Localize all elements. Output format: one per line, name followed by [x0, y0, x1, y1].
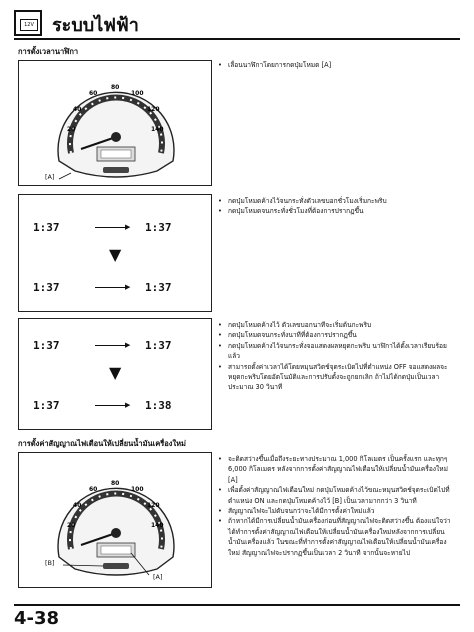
clock-display-blinking: 1:37: [33, 281, 60, 294]
arrow-down-icon: ▼: [109, 245, 122, 264]
page-header: [14, 8, 460, 36]
arrow-head-icon: ▶: [125, 341, 131, 349]
instruction-item: • ถ้าหากได้มีการเปลี่ยนน้ำมันเครื่องก่อนที่สัญญาณไฟจะติดสว่างขึ้น ต้องแน่ใจว่าได้ทำการตั้งค่าสัญญาณไฟเตือนให้เปลี่ยนน้ำมันเครื่องใหม่หลังจากการเปลี่ยนน้ำมันเครื่องแล้ว ในขณะที่ทำการตั้งค่าสัญญาณไฟเตือนให้เปลี่ยนน้ำมันเครื่องใหม่ สัญญาณไฟจะปรากฏขึ้นเป็นเวลา 2 วินาที จากนั้นจะหายไป: [218, 516, 458, 558]
svg-text:80: 80: [111, 480, 120, 487]
header-rule: [14, 38, 460, 40]
callout-b: [B]: [45, 559, 55, 567]
section-title-oil-indicator: การตั้งค่าสัญญาณไฟเตือนให้เปลี่ยนน้ำมันเครื่องใหม่: [18, 439, 186, 448]
svg-text:100: 100: [131, 486, 144, 493]
svg-text:20: 20: [67, 126, 76, 133]
svg-text:60: 60: [89, 486, 98, 493]
speedometer-illustration: [19, 453, 213, 589]
speedometer-illustration: [19, 61, 213, 187]
instruction-item: • เพื่อตั้งค่าสัญญาณไฟเตือนใหม่ กดปุ่มโหมดค้างไว้ขณะหมุนสวิตช์จุดระเบิดไปที่ตำแหน่ง ON และกดปุ่มโหมดค้างไว้ [B] เป็นเวลามากกว่า 3 วินาที: [218, 485, 458, 506]
page-number: 4-38: [14, 608, 60, 629]
panel2-instructions: [218, 196, 458, 217]
instruction-item: • เลื่อนนาฬิกาโดยการกดปุ่มโหมด [A]: [218, 60, 458, 70]
hour-setting-figure: [18, 194, 212, 312]
arrow-right-icon: [95, 345, 127, 346]
panel4-instructions: [218, 454, 458, 558]
svg-text:120: 120: [147, 106, 160, 113]
clock-display: 1:37: [145, 339, 172, 352]
page-title: ระบบไฟฟ้า: [52, 15, 139, 36]
callout-a: [A]: [153, 573, 163, 581]
svg-text:140: 140: [151, 126, 164, 133]
speedometer-figure-2: [18, 452, 212, 588]
svg-text:60: 60: [89, 90, 98, 97]
arrow-head-icon: ▶: [125, 283, 131, 291]
clock-display-blinking: 1:37: [33, 339, 60, 352]
section-title-clock: การตั้งเวลานาฬิกา: [18, 47, 79, 56]
svg-text:40: 40: [73, 106, 82, 113]
instruction-item: • สามารถตั้งค่าเวลาได้โดยหมุนสวิตช์จุดระเบิดไปที่ตำแหน่ง OFF จอแสดงผลจะหยุดกะพริบโดยอัตโนมัติและการปรับตั้งจะถูกยกเลิก ถ้าไม่ได้กดปุ่มเป็นเวลาประมาณ 30 วินาที: [218, 362, 458, 393]
instruction-item: • สัญญาณไฟจะไม่ดับจนกว่าจะได้มีการตั้งค่าใหม่แล้ว: [218, 506, 458, 516]
battery-icon: 12V: [14, 10, 42, 36]
callout-a: [A]: [45, 173, 55, 181]
arrow-head-icon: ▶: [125, 223, 131, 231]
footer-rule: [14, 604, 460, 606]
arrow-right-icon: [95, 405, 127, 406]
arrow-right-icon: [95, 227, 127, 228]
minute-setting-figure: [18, 318, 212, 430]
svg-text:120: 120: [147, 502, 160, 509]
instruction-item: • จะติดสว่างขึ้นเมื่อถึงระยะทางประมาณ 1,000 กิโลเมตร เป็นครั้งแรก และทุกๆ 6,000 กิโลเมตร หลังจากการตั้งค่าสัญญาณไฟเตือนให้เปลี่ยนน้ำมันเครื่องใหม่ [A]: [218, 454, 458, 485]
svg-text:100: 100: [131, 90, 144, 97]
clock-display: 1:38: [145, 399, 172, 412]
arrow-head-icon: ▶: [125, 401, 131, 409]
speedometer-figure-1: [18, 60, 212, 186]
svg-text:40: 40: [73, 502, 82, 509]
panel1-instructions: [218, 60, 458, 70]
instruction-item: • กดปุ่มโหมดจนกระทั่งชั่วโมงที่ต้องการปรากฏขึ้น: [218, 206, 458, 216]
clock-display-blinking: 1:37: [33, 399, 60, 412]
svg-text:80: 80: [111, 84, 120, 91]
instruction-item: • กดปุ่มโหมดค้างไว้จนกระทั่งตัวเลขบอกชั่วโมงเริ่มกะพริบ: [218, 196, 458, 206]
svg-text:140: 140: [151, 522, 164, 529]
svg-text:20: 20: [67, 522, 76, 529]
clock-display-blinking: 1:37: [145, 281, 172, 294]
instruction-item: • กดปุ่มโหมดค้างไว้ ตัวเลขบอกนาทีจะเริ่มต้นกะพริบ: [218, 320, 458, 330]
arrow-right-icon: [95, 287, 127, 288]
instruction-item: • กดปุ่มโหมดค้างไว้จนกระทั่งจอแสดงผลหยุดกะพริบ นาฬิกาได้ตั้งเวลาเรียบร้อยแล้ว: [218, 341, 458, 362]
instruction-item: • กดปุ่มโหมดจนกระทั่งนาทีที่ต้องการปรากฏขึ้น: [218, 330, 458, 340]
clock-display-blinking: 1:37: [145, 221, 172, 234]
panel3-instructions: [218, 320, 458, 393]
clock-display: 1:37: [33, 221, 60, 234]
arrow-down-icon: ▼: [109, 363, 122, 382]
